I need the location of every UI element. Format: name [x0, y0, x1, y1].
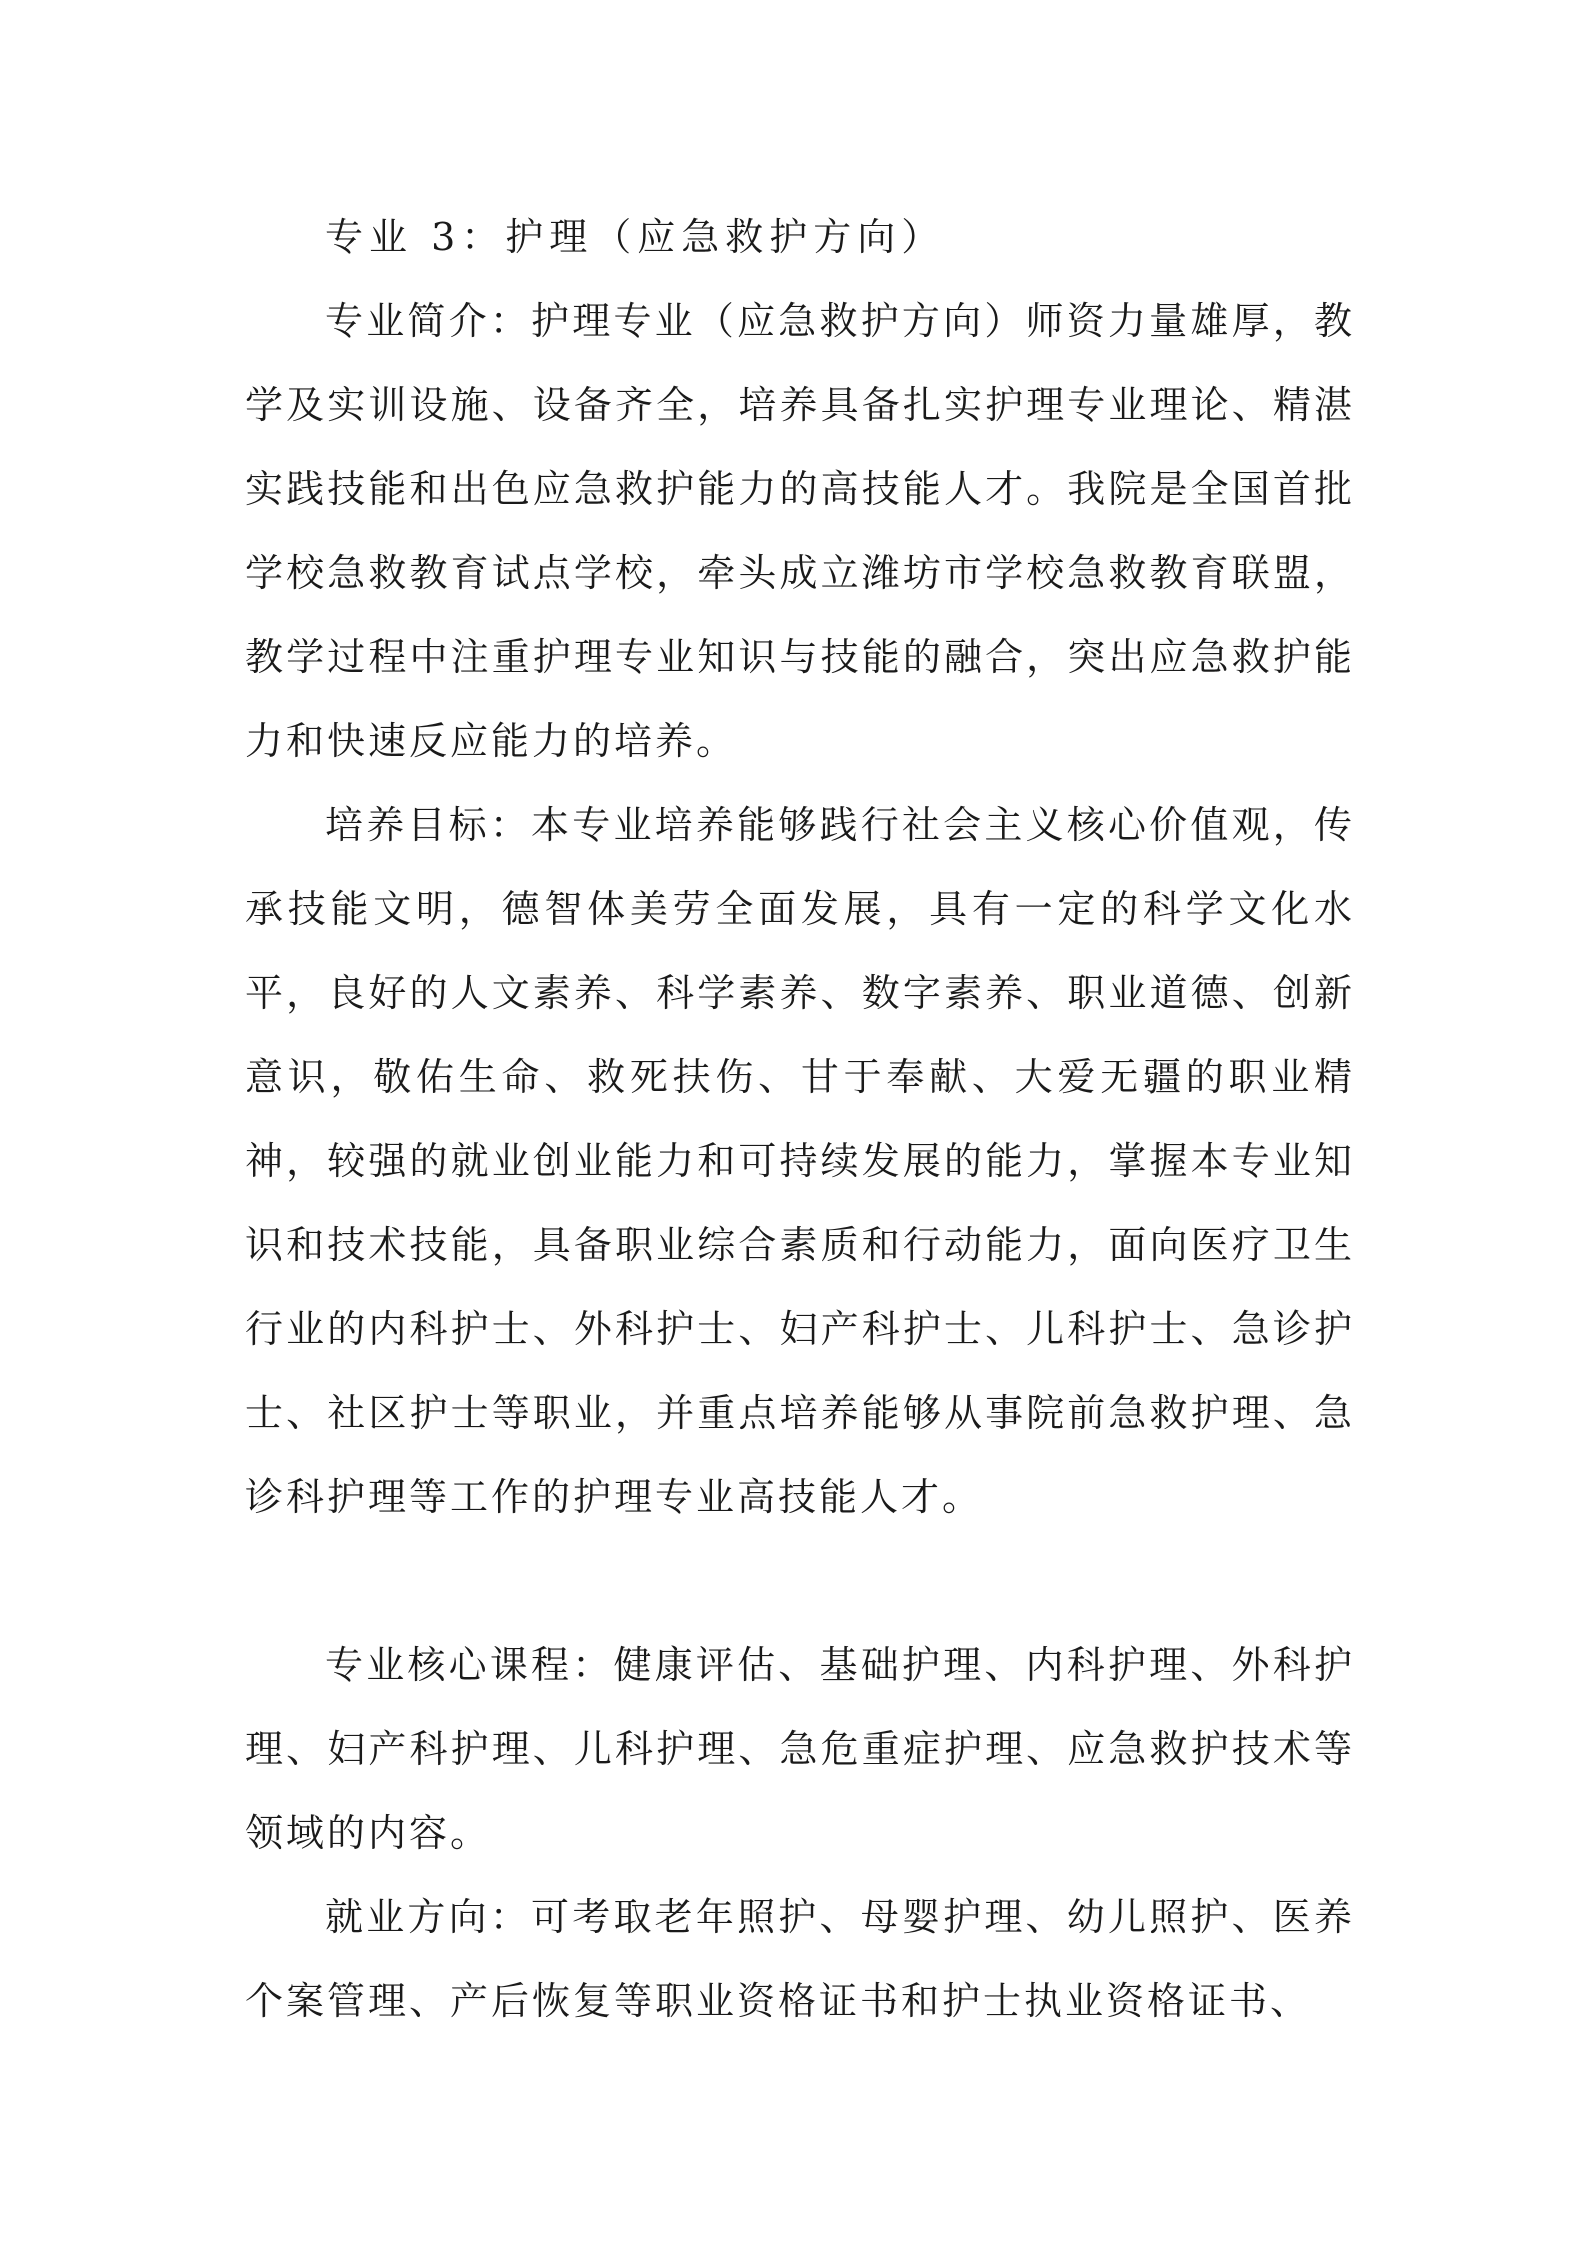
paragraph-text: 可考取老年照护、母婴护理、幼儿照护、医养个案管理、产后恢复等职业资格证书和护士执业资格证书、 — [245, 1895, 1355, 2023]
paragraph-label: 专业简介： — [325, 299, 532, 343]
paragraph-label: 专业核心课程： — [325, 1643, 614, 1687]
paragraph-core-courses — [245, 1623, 1355, 1875]
section-title: 专业 3：护理（应急救护方向） — [325, 215, 946, 259]
paragraph-text: 健康评估、基础护理、内科护理、外科护理、妇产科护理、儿科护理、急危重症护理、应急救护技术等领域的内容。 — [245, 1643, 1355, 1855]
paragraph-intro — [245, 279, 1355, 783]
paragraph-label: 就业方向： — [325, 1895, 532, 1939]
paragraph-text: 本专业培养能够践行社会主义核心价值观，传承技能文明，德智体美劳全面发展，具有一定的科学文化水平，良好的人文素养、科学素养、数字素养、职业道德、创新意识，敬佑生命、救死扶伤、甘于奉献、大爱无疆的职业精神，较强的就业创业能力和可持续发展的能力，掌握本专业知识和技术技能，具备职业综合素质和行动能力，面向医疗卫生行业的内科护士、外科护士、妇产科护士、儿科护士、急诊护士、社区护士等职业，并重点培养能够从事院前急救护理、急诊科护理等工作的护理专业高技能人才。 — [245, 803, 1355, 1519]
document-body — [245, 195, 1355, 2043]
paragraph-label: 培养目标： — [325, 803, 532, 847]
blank-line — [245, 1539, 1355, 1623]
paragraph-text: 护理专业（应急救护方向）师资力量雄厚，教学及实训设施、设备齐全，培养具备扎实护理专业理论、精湛实践技能和出色应急救护能力的高技能人才。我院是全国首批学校急救教育试点学校，牵头成立潍坊市学校急救教育联盟，教学过程中注重护理专业知识与技能的融合，突出应急救护能力和快速反应能力的培养。 — [245, 299, 1355, 763]
paragraph-employment — [245, 1875, 1355, 2043]
paragraph-goals — [245, 783, 1355, 1539]
